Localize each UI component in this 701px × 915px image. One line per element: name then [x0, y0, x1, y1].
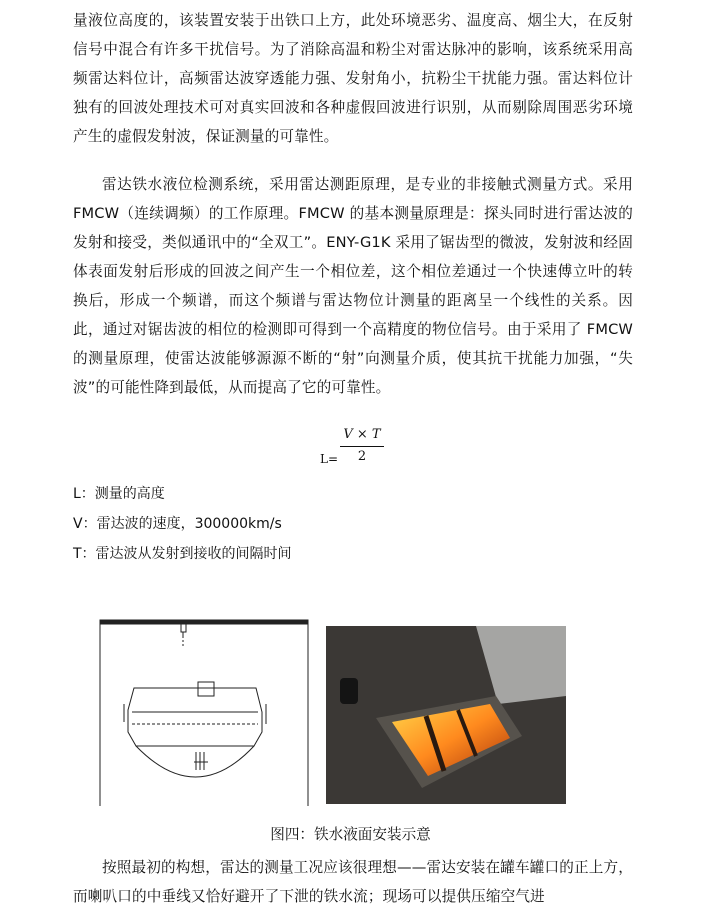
definition-v: V：雷达波的速度，300000km/s: [73, 516, 282, 532]
ladle-installation-drawing: [96, 612, 312, 808]
fraction-bar: [340, 446, 384, 447]
figure-caption: 图四：铁水液面安装示意: [270, 826, 431, 843]
distance-formula: [318, 425, 408, 470]
definition-l: L：测量的高度: [73, 486, 165, 502]
formula-lhs: L=: [320, 452, 339, 466]
formula-denominator: 2: [357, 449, 367, 464]
molten-iron-photo: [326, 626, 566, 804]
paragraph-3: 按照最初的构想，雷达的测量工况应该很理想——雷达安装在罐车罐口的正上方，而喇叭口的中垂线又恰好避开了下泄的铁水流；现场可以提供压缩空气进: [73, 859, 633, 905]
paragraph-1: 量液位高度的，该装置安装于出铁口上方，此处环境恶劣、温度高、烟尘大，在反射信号中混合有许多干扰信号。为了消除高温和粉尘对雷达脉冲的影响，该系统采用高频雷达料位计，高频雷达波穿透能力强、发射角小，抗粉尘干扰能力强。雷达料位计独有的回波处理技术可对真实回波和各种虚假回波进行识别，从而剔除周围恶劣环境产生的虚假发射波，保证测量的可靠性。: [73, 12, 633, 145]
paragraph-2: 雷达铁水液位检测系统，采用雷达测距原理，是专业的非接触式测量方式。采用FMCW（连续调频）的工作原理。FMCW 的基本测量原理是：探头同时进行雷达波的发射和接受，类似通讯中的“全双工”。ENY-G1K 采用了锯齿型的微波，发射波和经固体表面发射后形成的回波之间产生一个相位差，这个相位差通过一个快速傅立叶的转换后，形成一个频谱，而这个频谱与雷达物位计测量的距离呈一个线性的关系。因此，通过对锯齿波的相位的检测即可得到一个高精度的物位信号。由于采用了 FMCW 的测量原理，使雷达波能够源源不断的“射”向测量介质，使其抗干扰能力加强，“失波”的可能性降到最低，从而提高了它的可靠性。: [73, 176, 633, 396]
definition-t: T：雷达波从发射到接收的间隔时间: [73, 546, 292, 562]
formula-numerator: V × T: [343, 427, 381, 442]
